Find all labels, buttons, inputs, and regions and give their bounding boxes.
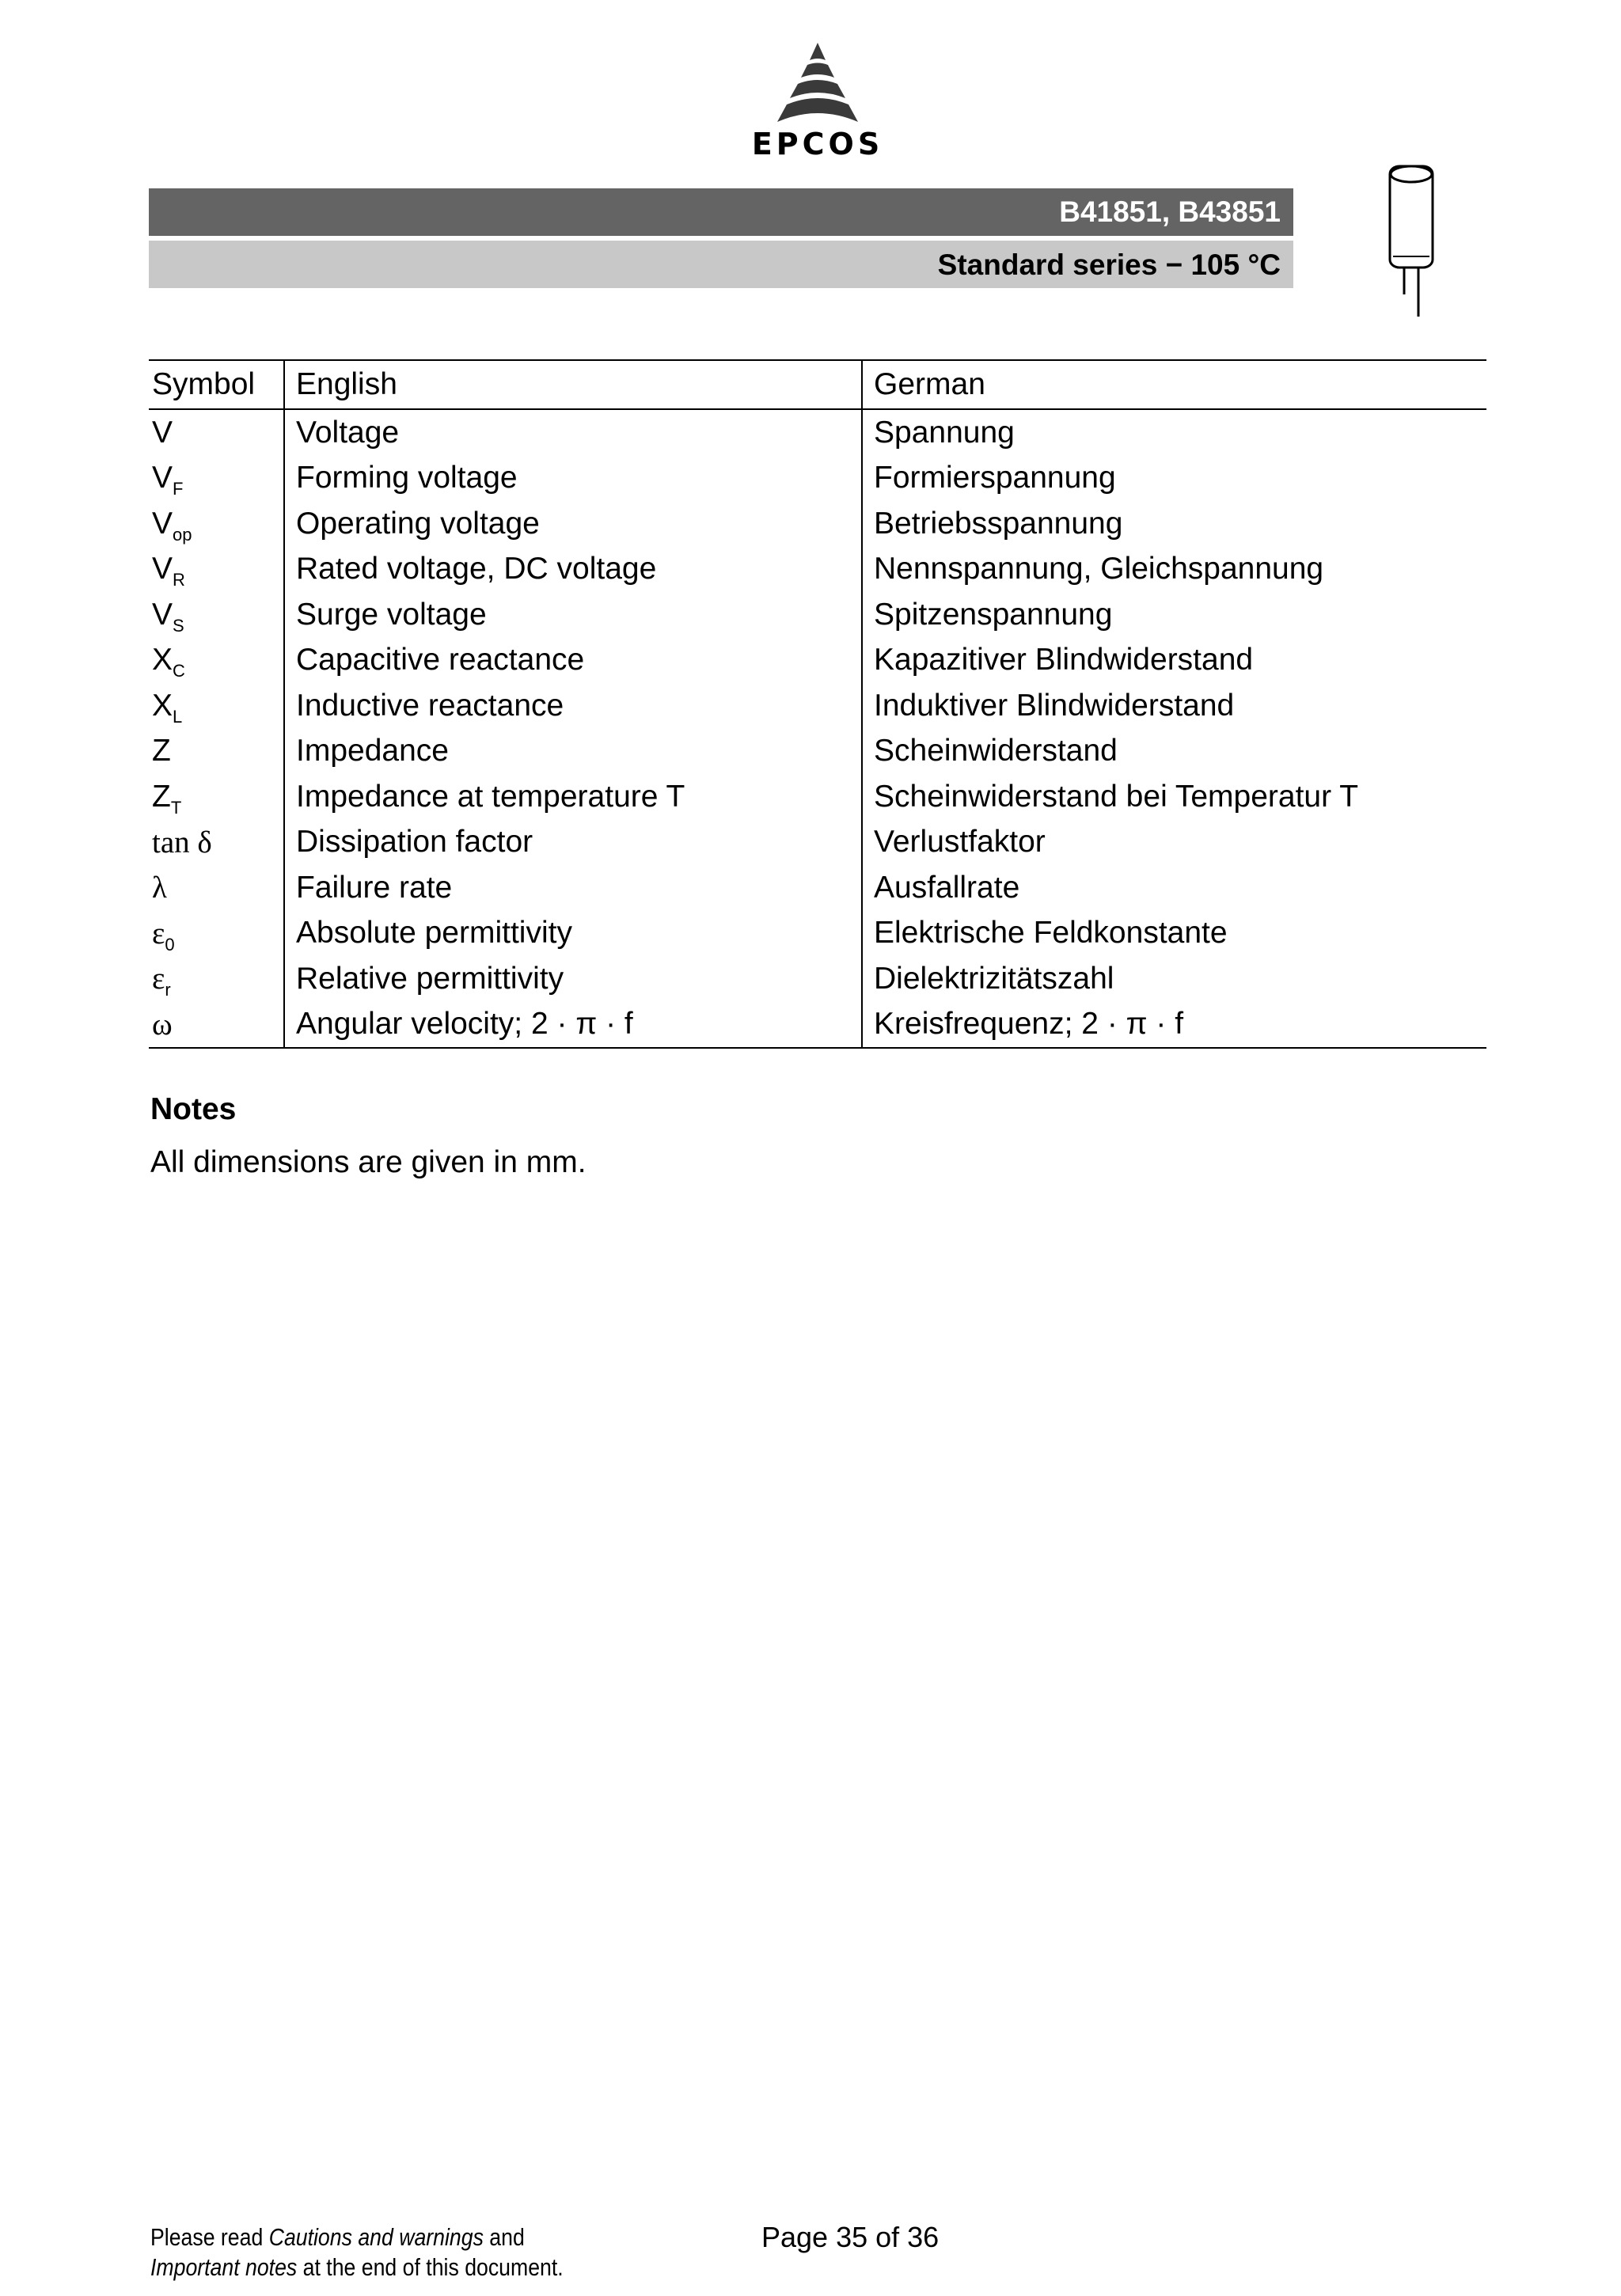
german-term-cell: Induktiver Blindwiderstand — [874, 688, 1235, 723]
symbol-text: V — [152, 552, 173, 586]
symbol-text: Z — [152, 779, 171, 814]
symbol-cell — [149, 774, 284, 820]
symbol-text: V — [152, 461, 173, 495]
table-row — [149, 774, 1486, 820]
symbol-subscript: F — [173, 479, 184, 499]
table-row — [149, 683, 1486, 729]
english-term-cell: Voltage — [284, 409, 862, 456]
symbol-subscript: T — [170, 797, 182, 818]
english-term-cell: Impedance at temperature T — [284, 774, 862, 820]
english-term-cell: Relative permittivity — [284, 956, 862, 1002]
symbol-cell — [149, 956, 284, 1002]
symbol-text: ε — [152, 962, 165, 996]
symbol-cell — [149, 1002, 284, 1049]
column-header-symbol: Symbol — [149, 360, 284, 409]
symbol-text: V — [152, 597, 173, 632]
german-term-cell: Scheinwiderstand bei Temperatur T — [874, 779, 1359, 814]
symbol-cell — [149, 409, 284, 456]
german-term-cell: Betriebsspannung — [874, 506, 1123, 541]
symbol-cell — [149, 592, 284, 638]
german-term-cell: Formierspannung — [874, 461, 1116, 495]
table-row — [149, 1002, 1486, 1049]
german-term-cell: Kreisfrequenz; 2 · π · f — [862, 1002, 1486, 1049]
symbol-cell — [149, 820, 284, 866]
symbol-cell — [149, 547, 284, 593]
symbol-text: ω — [152, 1007, 173, 1042]
table-row — [149, 456, 1486, 502]
table-row — [149, 409, 1486, 456]
capacitor-icon — [1376, 161, 1447, 320]
symbol-subscript: R — [173, 570, 185, 590]
footer-line2-suffix: at the end of this document. — [297, 2253, 564, 2281]
table-row — [149, 501, 1486, 547]
table-row — [149, 638, 1486, 684]
column-header-german: German — [862, 360, 1486, 409]
symbol-text: X — [152, 643, 173, 677]
footer-line1-prefix: Please read — [150, 2223, 269, 2251]
symbol-text: ε — [152, 916, 165, 951]
notes-heading: Notes — [150, 1092, 237, 1126]
german-term-cell: Spannung — [874, 415, 1015, 450]
german-term-cell: Ausfallrate — [874, 870, 1020, 905]
symbol-text: tan δ — [152, 825, 212, 860]
symbol-text: V — [152, 506, 173, 541]
english-term-cell: Forming voltage — [284, 456, 862, 502]
important-notes-link: Important notes — [150, 2253, 298, 2281]
english-term-cell: Angular velocity; 2 · π · f — [284, 1002, 862, 1049]
symbol-cell — [149, 729, 284, 775]
english-term-cell: Impedance — [284, 729, 862, 775]
table-row — [149, 911, 1486, 957]
page-number: Page 35 of 36 — [761, 2221, 940, 2253]
symbol-cell — [149, 865, 284, 911]
english-term-cell: Capacitive reactance — [284, 638, 862, 684]
symbol-subscript: S — [173, 615, 184, 636]
german-term-cell: Dielektrizitätszahl — [874, 961, 1114, 996]
symbol-subscript: 0 — [165, 934, 175, 954]
english-term-cell: Surge voltage — [284, 592, 862, 638]
symbol-text: V — [152, 415, 173, 450]
table-row — [149, 956, 1486, 1002]
epcos-wordmark: EPCOS — [751, 127, 884, 161]
cautions-and-warnings-link: Cautions and warnings — [268, 2223, 484, 2251]
german-term-cell: Nennspannung, Gleichspannung — [874, 552, 1324, 586]
english-term-cell: Rated voltage, DC voltage — [284, 547, 862, 593]
table-row — [149, 729, 1486, 775]
symbol-text: Z — [152, 734, 171, 768]
german-term-cell: Kapazitiver Blindwiderstand — [874, 643, 1254, 677]
english-term-cell: Absolute permittivity — [284, 911, 862, 957]
english-term-cell: Operating voltage — [284, 501, 862, 547]
part-number-band: B41851, B43851 — [149, 188, 1293, 236]
symbol-text: X — [152, 688, 173, 723]
symbol-cell — [149, 456, 284, 502]
symbol-cell — [149, 683, 284, 729]
table-header-row — [149, 360, 1486, 409]
symbol-cell — [149, 638, 284, 684]
table-row — [149, 547, 1486, 593]
german-term-cell: Scheinwiderstand — [874, 734, 1118, 768]
symbol-text: λ — [152, 871, 167, 905]
german-term-cell: Verlustfaktor — [874, 825, 1046, 860]
notes-text: All dimensions are given in mm. — [150, 1145, 587, 1179]
english-term-cell: Dissipation factor — [284, 820, 862, 866]
symbol-glossary-table — [149, 359, 1486, 1049]
footer-disclaimer — [150, 2222, 564, 2283]
german-term-cell: Elektrische Feldkonstante — [874, 916, 1228, 951]
german-term-cell: Spitzenspannung — [874, 597, 1113, 632]
table-row — [149, 592, 1486, 638]
series-band: Standard series − 105 °C — [149, 241, 1293, 288]
symbol-subscript: L — [173, 706, 183, 727]
column-header-english: English — [284, 360, 862, 409]
footer-line1-suffix: and — [483, 2223, 525, 2251]
symbol-subscript: op — [173, 524, 192, 545]
symbol-subscript: C — [173, 661, 185, 681]
symbol-subscript: r — [165, 980, 171, 1000]
table-row — [149, 865, 1486, 911]
symbol-cell — [149, 501, 284, 547]
symbol-cell — [149, 911, 284, 957]
english-term-cell: Failure rate — [284, 865, 862, 911]
english-term-cell: Inductive reactance — [284, 683, 862, 729]
table-row — [149, 820, 1486, 866]
